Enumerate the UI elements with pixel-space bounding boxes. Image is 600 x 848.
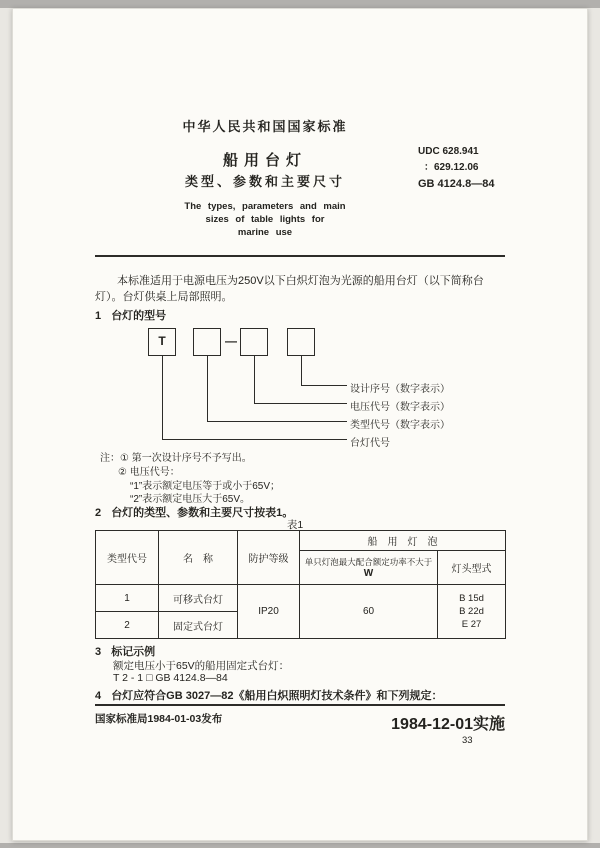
english-title-line3: marine use bbox=[237, 227, 293, 238]
model-prefix-letter: T bbox=[158, 334, 166, 348]
model-box-voltage bbox=[240, 328, 268, 356]
lamp-cap-value-3: E 27 bbox=[461, 619, 482, 630]
callout-lamp-code: 台灯代号 bbox=[350, 438, 390, 449]
lamp-cap-value-2: B 22d bbox=[459, 606, 484, 617]
model-box-type bbox=[193, 328, 221, 356]
national-standard-title: 中华人民共和国国家标准 bbox=[182, 119, 348, 134]
cell-lamp-caps bbox=[438, 585, 506, 639]
footer-divider bbox=[95, 704, 505, 706]
section4-title: 台灯应符合GB 3027—82《船用白炽照明灯技术条件》和下列规定： bbox=[111, 690, 443, 702]
cell-type-code-1: 1 bbox=[96, 585, 159, 612]
table-caption: 表1 bbox=[286, 519, 304, 531]
col-header-lamp-cap: 灯头型式 bbox=[438, 551, 506, 585]
udc-number-line2: ：629.12.06 bbox=[424, 162, 479, 173]
callout-voltage-code: 电压代号（数字表示） bbox=[350, 402, 450, 413]
table-row bbox=[96, 585, 506, 612]
note-line2: ② 电压代号： bbox=[118, 467, 180, 478]
section4-number: 4 bbox=[95, 690, 102, 702]
model-box-design bbox=[287, 328, 315, 356]
footer-issued-date: 国家标准局1984-01-03发布 bbox=[95, 713, 223, 725]
cell-name-1: 可移式台灯 bbox=[159, 585, 238, 612]
col-header-marine-lamp: 船 用 灯 泡 bbox=[300, 531, 506, 551]
scope-paragraph: 本标准适用于电源电压为250V以下白炽灯泡为光源的船用台灯（以下简称台灯）。台灯供桌上局部照明。 bbox=[95, 275, 484, 303]
page-number: 33 bbox=[462, 735, 473, 746]
document-title-line1: 船用台灯 bbox=[222, 152, 307, 169]
col-header-max-power: 单只灯泡最大配合额定功率不大于 bbox=[304, 557, 433, 567]
section3-heading bbox=[95, 643, 155, 659]
document-title-line2: 类型、参数和主要尺寸 bbox=[184, 174, 345, 189]
note-line1: 注：① 第一次设计序号不予写出。 bbox=[100, 453, 252, 464]
english-title-line1: The types, parameters and main bbox=[184, 201, 346, 212]
col-header-name: 名 称 bbox=[159, 531, 238, 585]
model-box-prefix bbox=[148, 328, 176, 356]
section4-heading bbox=[95, 687, 442, 703]
section3-number: 3 bbox=[95, 646, 102, 658]
cell-protection-rating: IP20 bbox=[238, 585, 300, 639]
section2-number: 2 bbox=[95, 507, 102, 519]
footer-implemented-date: 1984-12-01实施 bbox=[391, 716, 505, 733]
scan-edge-bottom bbox=[0, 843, 600, 848]
col-header-max-power-cell bbox=[300, 551, 438, 585]
marking-example-code: T 2 - 1 □ GB 4124.8—84 bbox=[113, 672, 228, 684]
standard-number: GB 4124.8—84 bbox=[418, 178, 495, 190]
section1-heading bbox=[95, 307, 166, 323]
lamp-cap-value-1: B 15d bbox=[459, 593, 484, 604]
cell-type-code-2: 2 bbox=[96, 612, 159, 639]
note-line4: “2”表示额定电压大于65V。 bbox=[130, 494, 251, 505]
cell-name-2: 固定式台灯 bbox=[159, 612, 238, 639]
section3-title: 标记示例 bbox=[111, 646, 156, 658]
section1-number: 1 bbox=[95, 310, 102, 322]
note-line3: “1”表示额定电压等于或小于65V； bbox=[130, 481, 281, 492]
callout-design-serial: 设计序号（数字表示） bbox=[350, 384, 450, 395]
section1-title: 台灯的型号 bbox=[111, 310, 167, 322]
callout-type-code: 类型代号（数字表示） bbox=[350, 420, 450, 431]
english-title-line2: sizes of table lights for bbox=[205, 214, 325, 225]
callout-line-lamp bbox=[162, 356, 347, 440]
cell-max-power: 60 bbox=[300, 585, 438, 639]
table-1 bbox=[95, 530, 506, 639]
scan-edge-top bbox=[0, 0, 600, 8]
marking-example-text: 额定电压小于65V的船用固定式台灯： bbox=[113, 660, 290, 672]
col-header-power-unit: W bbox=[363, 568, 374, 579]
col-header-protection: 防护等级 bbox=[238, 531, 300, 585]
col-header-type-code: 类型代号 bbox=[96, 531, 159, 585]
header-divider bbox=[95, 255, 505, 257]
model-dash: — bbox=[225, 334, 237, 348]
udc-number-line1: UDC 628.941 bbox=[418, 146, 479, 157]
english-title bbox=[95, 200, 435, 239]
section2-title: 台灯的类型、参数和主要尺寸按表1。 bbox=[111, 507, 294, 519]
